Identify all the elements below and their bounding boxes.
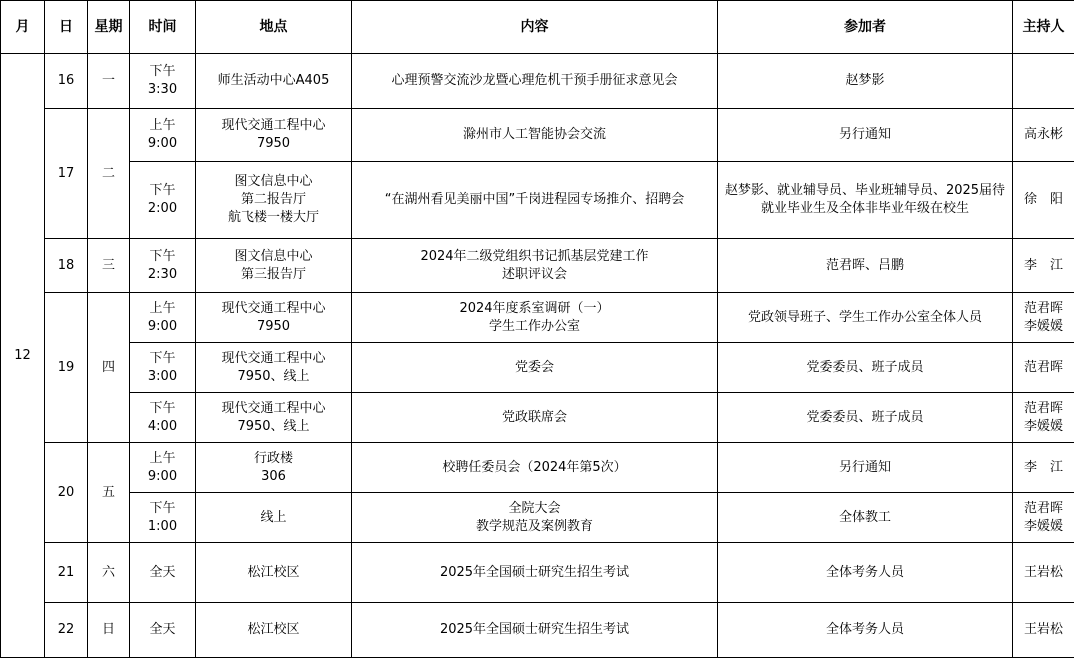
location-cell: 现代交通工程中心 7950 [196,293,352,343]
participants-cell: 赵梦影、就业辅导员、毕业班辅导员、2025届待就业毕业生及全体非毕业年级在校生 [718,162,1013,239]
day-cell: 17 [45,109,88,239]
header-day: 日 [45,1,88,54]
location-cell: 师生活动中心A405 [196,54,352,109]
time-cell: 下午 3:30 [130,54,196,109]
header-location: 地点 [196,1,352,54]
weekday-cell: 三 [88,239,130,293]
participants-cell: 赵梦影 [718,54,1013,109]
day-cell: 20 [45,443,88,543]
time-cell: 全天 [130,543,196,603]
content-cell: 党委会 [352,343,718,393]
participants-cell: 另行通知 [718,443,1013,493]
time-cell: 下午 3:00 [130,343,196,393]
time-cell: 上午 9:00 [130,109,196,162]
table-row [1,493,1074,543]
participants-cell: 党委委员、班子成员 [718,393,1013,443]
table-row [1,239,1074,293]
location-cell: 现代交通工程中心 7950、线上 [196,343,352,393]
location-cell: 图文信息中心 第三报告厅 [196,239,352,293]
day-cell: 21 [45,543,88,603]
header-month: 月 [1,1,45,54]
location-cell: 松江校区 [196,603,352,658]
content-cell: 校聘任委员会（2024年第5次） [352,443,718,493]
host-cell: 高永彬 [1013,109,1074,162]
location-cell: 松江校区 [196,543,352,603]
time-cell: 上午 9:00 [130,443,196,493]
participants-cell: 党政领导班子、学生工作办公室全体人员 [718,293,1013,343]
participants-cell: 范君晖、吕鹏 [718,239,1013,293]
participants-cell: 另行通知 [718,109,1013,162]
host-cell: 王岩松 [1013,603,1074,658]
time-cell: 下午 2:30 [130,239,196,293]
participants-cell: 党委委员、班子成员 [718,343,1013,393]
time-cell: 全天 [130,603,196,658]
table-row [1,162,1074,239]
content-cell: 2024年二级党组织书记抓基层党建工作 述职评议会 [352,239,718,293]
content-cell: 2025年全国硕士研究生招生考试 [352,603,718,658]
weekday-cell: 五 [88,443,130,543]
header-participants: 参加者 [718,1,1013,54]
location-cell: 行政楼 306 [196,443,352,493]
time-cell: 下午 2:00 [130,162,196,239]
day-cell: 18 [45,239,88,293]
day-cell: 22 [45,603,88,658]
day-cell: 16 [45,54,88,109]
host-cell: 李 江 [1013,239,1074,293]
location-cell: 现代交通工程中心 7950 [196,109,352,162]
host-cell: 范君晖 李媛媛 [1013,393,1074,443]
header-row [1,1,1074,54]
content-cell: 2024年度系室调研（一） 学生工作办公室 [352,293,718,343]
header-content: 内容 [352,1,718,54]
weekday-cell: 二 [88,109,130,239]
month-cell: 12 [1,54,45,658]
table-row [1,603,1074,658]
host-cell: 范君晖 [1013,343,1074,393]
table-row [1,393,1074,443]
participants-cell: 全体教工 [718,493,1013,543]
table-row [1,343,1074,393]
weekday-cell: 日 [88,603,130,658]
content-cell: 滁州市人工智能协会交流 [352,109,718,162]
table-row [1,293,1074,343]
weekday-cell: 一 [88,54,130,109]
header-weekday: 星期 [88,1,130,54]
content-cell: “在湖州看见美丽中国”千岗进程园专场推介、招聘会 [352,162,718,239]
weekday-cell: 四 [88,293,130,443]
host-cell [1013,54,1074,109]
content-cell: 党政联席会 [352,393,718,443]
content-cell: 2025年全国硕士研究生招生考试 [352,543,718,603]
host-cell: 王岩松 [1013,543,1074,603]
table-row [1,54,1074,109]
header-host: 主持人 [1013,1,1074,54]
participants-cell: 全体考务人员 [718,543,1013,603]
participants-cell: 全体考务人员 [718,603,1013,658]
host-cell: 徐 阳 [1013,162,1074,239]
location-cell: 现代交通工程中心 7950、线上 [196,393,352,443]
time-cell: 上午 9:00 [130,293,196,343]
content-cell: 全院大会 教学规范及案例教育 [352,493,718,543]
location-cell: 线上 [196,493,352,543]
day-cell: 19 [45,293,88,443]
weekday-cell: 六 [88,543,130,603]
location-cell: 图文信息中心 第二报告厅 航飞楼一楼大厅 [196,162,352,239]
table-row [1,109,1074,162]
host-cell: 李 江 [1013,443,1074,493]
time-cell: 下午 4:00 [130,393,196,443]
host-cell: 范君晖 李媛媛 [1013,293,1074,343]
time-cell: 下午 1:00 [130,493,196,543]
table-row [1,443,1074,493]
host-cell: 范君晖 李媛媛 [1013,493,1074,543]
table-row [1,543,1074,603]
content-cell: 心理预警交流沙龙暨心理危机干预手册征求意见会 [352,54,718,109]
header-time: 时间 [130,1,196,54]
